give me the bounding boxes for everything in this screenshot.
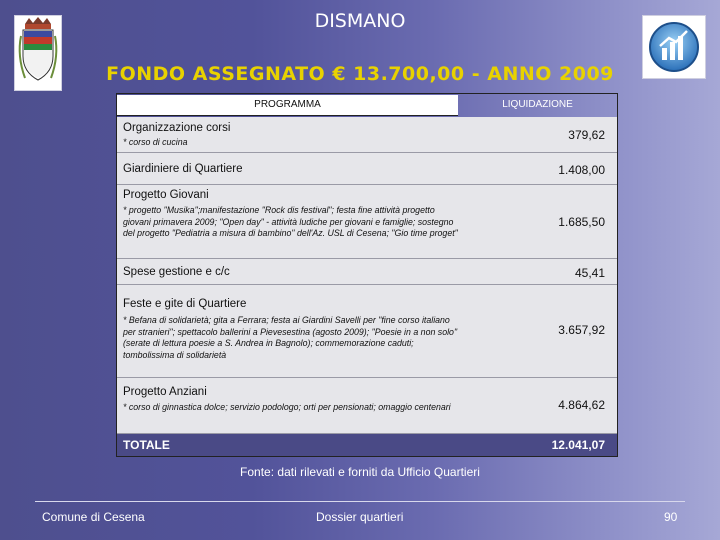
source-note: Fonte: dati rilevati e forniti da Ufficio Quartieri: [240, 465, 480, 479]
header-programma: PROGRAMMA: [117, 95, 458, 116]
footer-divider: [35, 501, 685, 502]
row-title: Giardiniere di Quartiere: [123, 163, 243, 175]
row-title: Feste e gite di Quartiere: [123, 298, 247, 310]
row-value: 4.864,62: [558, 398, 605, 412]
footer-left: Comune di Cesena: [42, 510, 145, 524]
row-desc: * corso di cucina: [123, 137, 188, 147]
row-desc: * progetto "Musika";manifestazione "Rock dis festival"; festa fine attività progetto giovani primavera 2009; "Open day" - attività ludiche per giovani e famiglie; sostegno del progetto "Pediatria a misura di bambino" dell'Az. USL di Cesena; "Gio time proget": [123, 205, 458, 238]
row-desc: * corso di ginnastica dolce; servizio podologo; orti per pensionati; omaggio centenari: [123, 402, 451, 412]
fund-subtitle: FONDO ASSEGNATO € 13.700,00 - ANNO 2009: [106, 63, 614, 85]
row-title: Progetto Giovani: [123, 189, 209, 201]
table-row: [117, 185, 617, 259]
row-title: Progetto Anziani: [123, 386, 207, 398]
table-row: [117, 117, 617, 153]
slide-title: DISMANO: [314, 10, 406, 32]
table-row: [117, 153, 617, 185]
table-row: [117, 378, 617, 434]
table-row: [117, 259, 617, 285]
total-row: [117, 434, 617, 456]
row-value: 3.657,92: [558, 323, 605, 337]
budget-table: [116, 93, 618, 457]
row-value: 45,41: [574, 266, 605, 280]
row-title: Spese gestione e c/c: [123, 266, 230, 278]
total-label: TOTALE: [123, 438, 170, 452]
table-row: [117, 285, 617, 378]
row-desc: * Befana di solidarietà; gita a Ferrara; festa ai Giardini Savelli per "fine corso italiano per stranieri"; spettacolo ballerini a Pievesestina (agosto 2009); "Poesie in a non solo" (serate di lettura poesie a S. Andrea in Bagnolo); commemorazione caduti; tombolissima di solidarietà: [123, 315, 458, 360]
page-number: 90: [664, 510, 678, 524]
total-value: 12.041,07: [551, 438, 605, 452]
row-value: 1.685,50: [558, 215, 605, 229]
row-value: 1.408,00: [558, 163, 605, 177]
row-title: Organizzazione corsi: [123, 122, 231, 134]
row-value: 379,62: [568, 128, 605, 142]
footer-center: Dossier quartieri: [316, 510, 404, 524]
header-liquidazione: LIQUIDAZIONE: [502, 99, 573, 110]
